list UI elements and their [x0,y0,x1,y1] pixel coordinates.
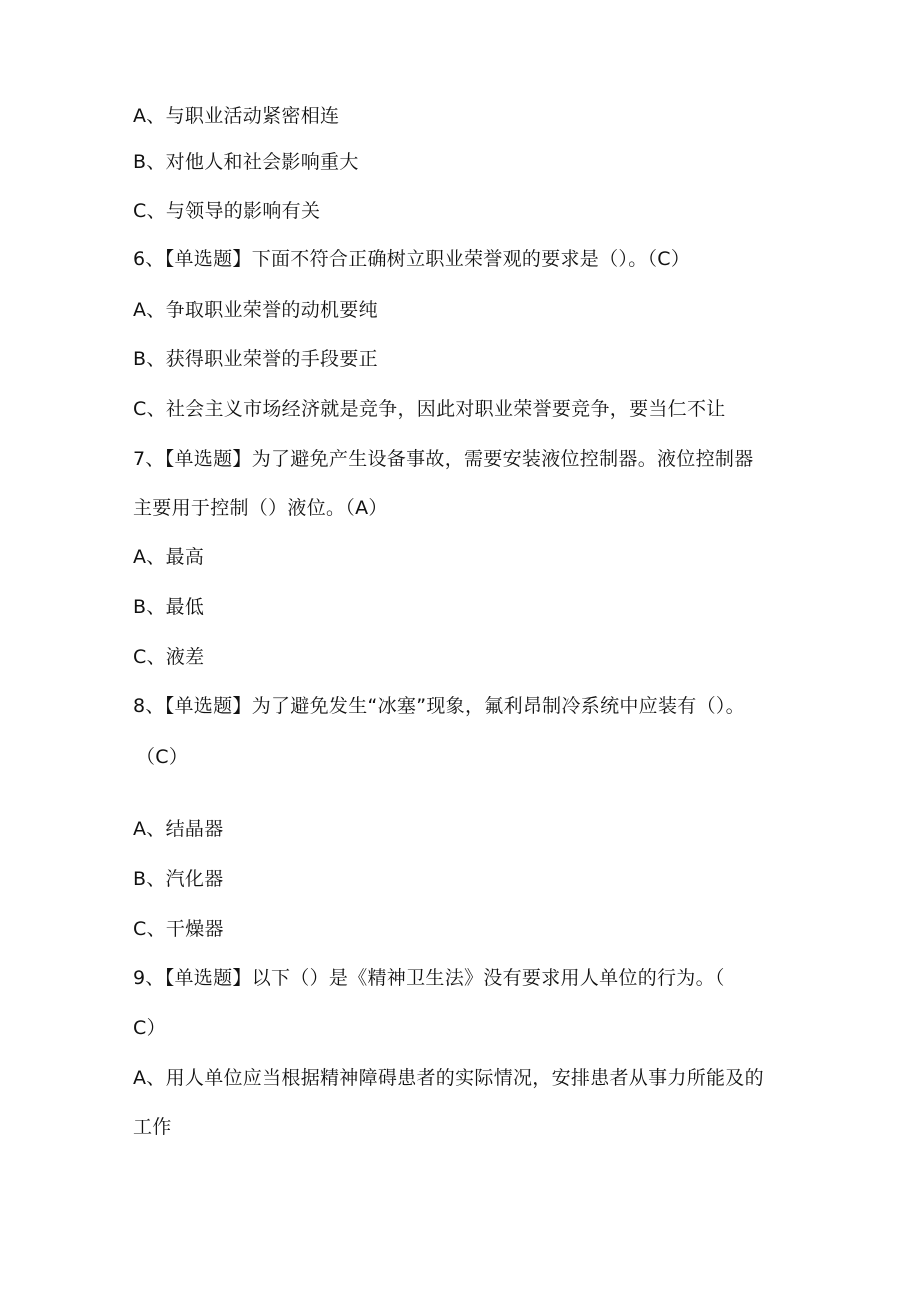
q9-option-a-line2: 工作 [133,1116,172,1138]
q8-option-c: C、干燥器 [133,918,224,940]
q9-option-a-line1: A、用人单位应当根据精神障碍患者的实际情况，安排患者从事力所能及的 [133,1067,764,1089]
q5-option-a: A、与职业活动紧密相连 [133,105,340,127]
q6-option-c: C、社会主义市场经济就是竞争，因此对职业荣誉要竞争，要当仁不让 [133,398,726,420]
q7-question-line1: 7、【单选题】为了避免产生设备事故，需要安装液位控制器。液位控制器 [133,448,754,470]
q6-option-a: A、争取职业荣誉的动机要纯 [133,299,378,321]
q5-option-c: C、与领导的影响有关 [133,200,321,222]
q7-option-b: B、最低 [133,596,205,618]
q7-option-c: C、液差 [133,646,205,668]
q7-option-a: A、最高 [133,546,205,568]
q9-answer: C） [133,1017,166,1039]
q6-question: 6、【单选题】下面不符合正确树立职业荣誉观的要求是（）。（C） [133,248,691,270]
q8-option-a: A、结晶器 [133,818,224,840]
q6-option-b: B、获得职业荣誉的手段要正 [133,348,378,370]
q7-question-line2: 主要用于控制（）液位。（A） [133,497,388,519]
q9-question-line1: 9、【单选题】以下（）是《精神卫生法》没有要求用人单位的行为。（ [133,967,725,989]
q8-option-b: B、汽化器 [133,868,224,890]
q8-question-line1: 8、【单选题】为了避免发生“冰塞”现象，氟利昂制冷系统中应装有（）。 [133,695,745,717]
q8-answer: （C） [136,746,189,768]
q5-option-b: B、对他人和社会影响重大 [133,151,359,173]
